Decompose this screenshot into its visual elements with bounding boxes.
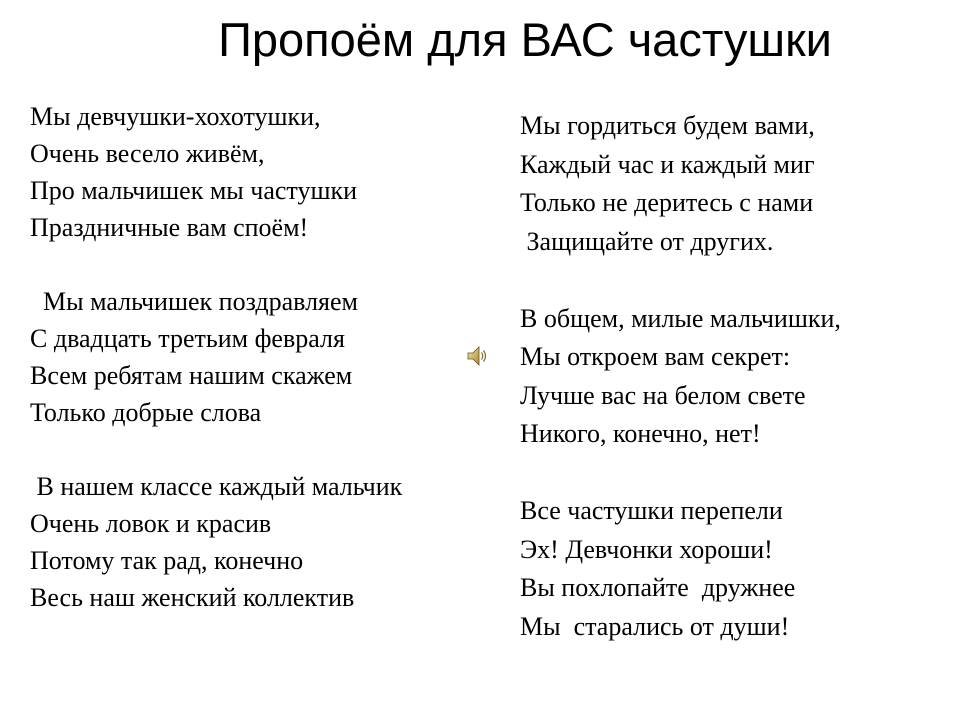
poem-line: Мы гордиться будем вами, xyxy=(520,111,815,140)
poem-line: Защищайте от других. xyxy=(520,226,774,256)
poem-blank-line xyxy=(30,431,402,468)
poem-line: Только не деритесь с нами xyxy=(520,188,814,217)
poem-line: В общем, милые мальчишки, xyxy=(520,303,841,333)
poem-line: Мы мальчишек поздравляем xyxy=(30,287,359,316)
poem-line: Про мальчишек мы частушки xyxy=(30,176,358,205)
poem-line: Очень весело живём, xyxy=(30,139,265,168)
poem-line: Мы откроем вам секрет: xyxy=(520,342,791,371)
poem-line: Весь наш женский коллектив xyxy=(30,583,355,612)
poem-line: Всем ребятам нашим скажем xyxy=(30,361,353,390)
poem-line: Вы похлопайте дружнее xyxy=(520,573,796,602)
poem-line: Эх! Девчонки хороши! xyxy=(520,534,773,564)
poem-blank-line xyxy=(520,261,841,300)
poem-line: Каждый час и каждый миг xyxy=(520,149,815,179)
poem-line: Праздничные вам споём! xyxy=(30,213,309,242)
speaker-icon[interactable] xyxy=(466,344,490,368)
right-poem-column xyxy=(520,107,841,646)
poem-blank-line xyxy=(520,454,841,493)
page-title: Пропоём для ВАС частушки xyxy=(218,13,832,66)
poem-line: В нашем классе каждый мальчик xyxy=(30,472,403,501)
poem-line: Мы старались от души! xyxy=(520,611,790,641)
poem-line: Мы девчушки-хохотушки, xyxy=(30,102,321,131)
poem-line: С двадцать третьим февраля xyxy=(30,324,345,353)
poem-line: Очень ловок и красив xyxy=(30,509,272,538)
poem-line: Все частушки перепели xyxy=(520,496,783,525)
left-poem-column xyxy=(30,98,402,616)
poem-blank-line xyxy=(30,246,402,283)
poem-line: Лучше вас на белом свете xyxy=(520,380,806,410)
speaker-icon-graphic xyxy=(466,344,490,368)
poem-line: Потому так рад, конечно xyxy=(30,546,304,575)
poem-line: Только добрые слова xyxy=(30,398,262,427)
poem-line: Никого, конечно, нет! xyxy=(520,419,761,448)
